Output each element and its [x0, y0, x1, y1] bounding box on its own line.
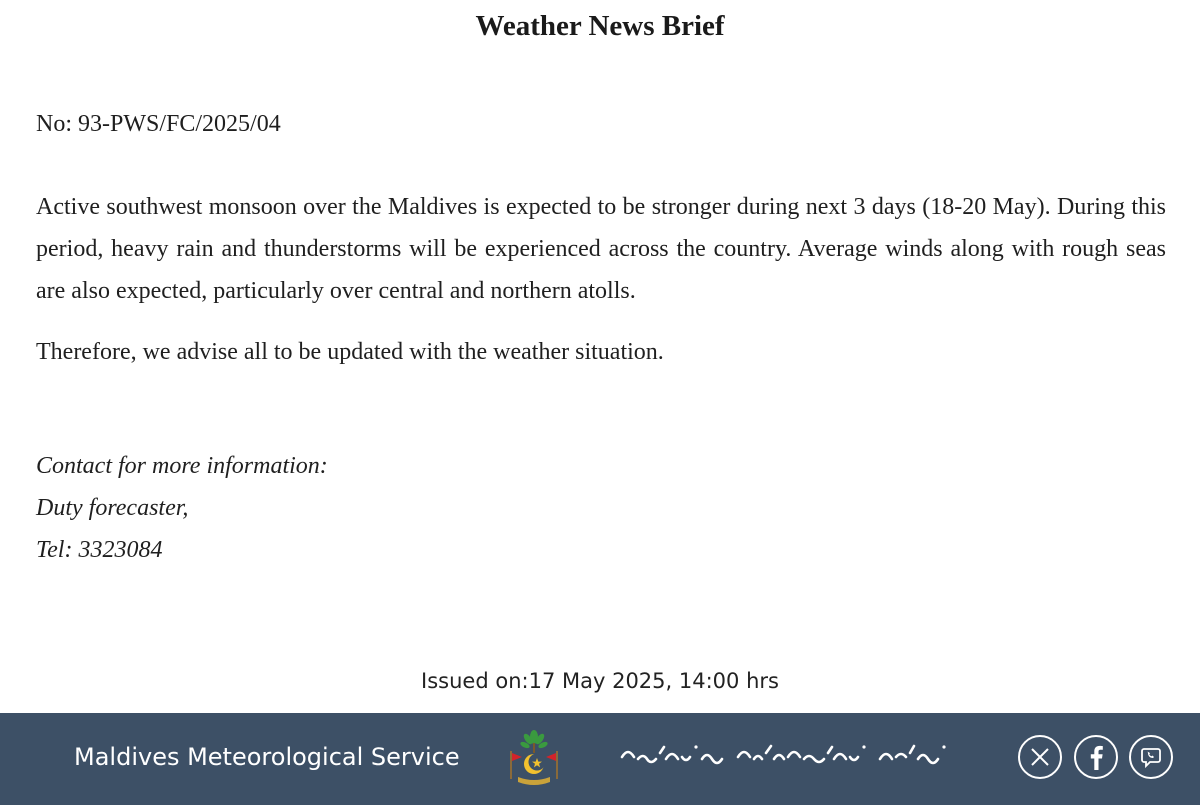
dhivehi-organization-name-icon	[618, 735, 954, 775]
reference-number: No: 93-PWS/FC/2025/04	[36, 111, 281, 137]
contact-telephone: Tel: 3323084	[36, 537, 163, 563]
facebook-icon[interactable]	[1074, 735, 1118, 779]
footer-bar	[0, 713, 1200, 805]
contact-block	[36, 445, 328, 571]
document-title: Weather News Brief	[475, 10, 725, 42]
contact-person: Duty forecaster,	[36, 495, 189, 521]
advice-paragraph: Therefore, we advise all to be updated with the weather situation.	[36, 339, 664, 365]
issued-timestamp: Issued on:17 May 2025, 14:00 hrs	[421, 669, 779, 693]
maldives-state-emblem-icon	[504, 727, 564, 789]
viber-icon[interactable]	[1129, 735, 1173, 779]
organization-name: Maldives Meteorological Service	[74, 743, 460, 771]
forecast-paragraph: Active southwest monsoon over the Maldives is expected to be stronger during next 3 days (18-20 May). During this period, heavy rain and thunderstorms will be experienced across the country. Average winds along with rough seas are also expected, particularly over central and northern atolls.	[36, 194, 1166, 304]
x-twitter-icon[interactable]	[1018, 735, 1062, 779]
contact-heading: Contact for more information:	[36, 453, 328, 479]
